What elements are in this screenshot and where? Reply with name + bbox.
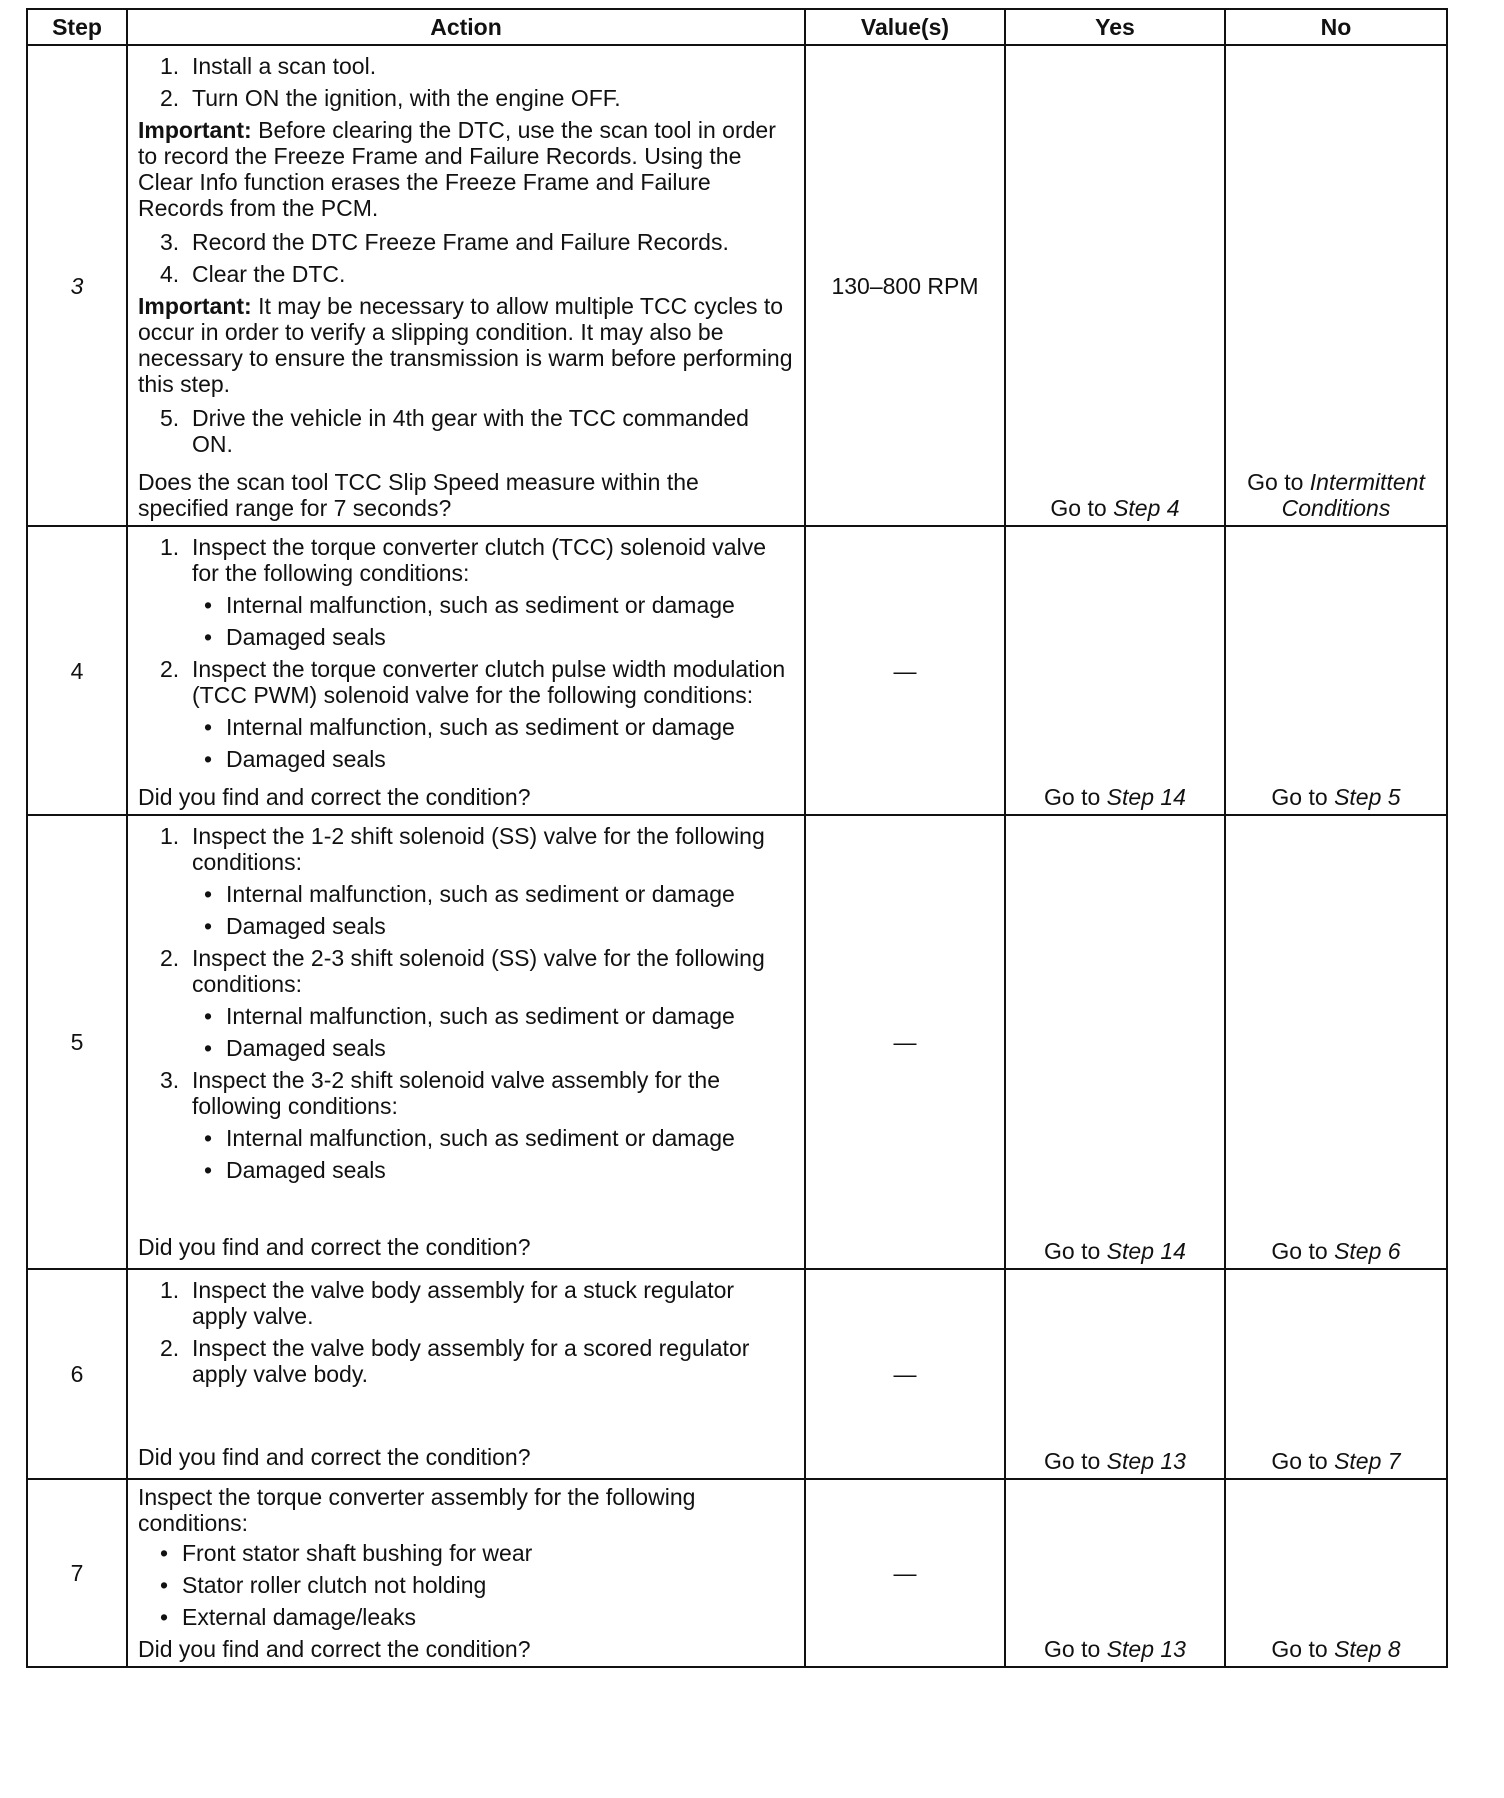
no-cell: Go to Step 6 (1225, 815, 1447, 1269)
table-row-step-4 (27, 526, 1447, 815)
important-note: Important: It may be necessary to allow multiple TCC cycles to occur in order to verify a slipping condition. It may also be necessary to ensure the transmission is warm before performing this step. (138, 293, 793, 397)
bullet-item: • Front stator shaft bushing for wear (160, 1540, 533, 1566)
header-values: Value(s) (805, 9, 1005, 45)
header-action: Action (127, 9, 805, 45)
action-item: 3. Record the DTC Freeze Frame and Failure Records. (160, 229, 729, 255)
step-number: 3 (70, 272, 84, 299)
question-text: Did you find and correct the condition? (138, 1234, 531, 1260)
action-cell (127, 526, 805, 815)
action-item: 2. Inspect the valve body assembly for a scored regulator apply valve body. (160, 1335, 750, 1387)
action-item: 2. Inspect the 2-3 shift solenoid (SS) valve for the following conditions: (160, 945, 765, 997)
action-item: 4. Clear the DTC. (160, 261, 346, 287)
action-item: 3. Inspect the 3-2 shift solenoid valve assembly for the following conditions: (160, 1067, 721, 1119)
header-no: No (1225, 9, 1447, 45)
bullet-item: • Internal malfunction, such as sediment or damage (204, 714, 735, 740)
no-link: Step 8 (1334, 1636, 1401, 1662)
table-row-step-5 (27, 815, 1447, 1269)
bullet-item: • Internal malfunction, such as sediment or damage (204, 1125, 735, 1151)
bullet-item: • Damaged seals (204, 913, 386, 939)
yes-link: Step 14 (1106, 1238, 1186, 1264)
action-cell (127, 45, 805, 526)
question-text: Did you find and correct the condition? (138, 784, 531, 810)
step-number: 5 (70, 1029, 84, 1055)
yes-cell: Go to Step 13 (1005, 1479, 1225, 1667)
step-cell (27, 815, 127, 1269)
value-cell: — (805, 526, 1005, 815)
header-yes: Yes (1005, 9, 1225, 45)
action-item: 1. Inspect the torque converter clutch (TCC) solenoid valve for the following conditions: (160, 534, 766, 586)
step-cell (27, 526, 127, 815)
question-text: Did you find and correct the condition? (138, 1444, 531, 1470)
value-cell: — (805, 1479, 1005, 1667)
no-link: Step 7 (1334, 1448, 1401, 1474)
value-cell: 130–800 RPM (805, 45, 1005, 526)
action-item: 2. Turn ON the ignition, with the engine OFF. (160, 85, 621, 111)
action-cell (127, 1269, 805, 1479)
table-row-step-7 (27, 1479, 1447, 1667)
action-item: 5. Drive the vehicle in 4th gear with the TCC commanded ON. (160, 405, 749, 457)
table-row-step-3 (27, 45, 1447, 526)
no-link: Step 5 (1334, 784, 1401, 810)
header-row (27, 9, 1447, 45)
no-cell: Go to Step 8 (1225, 1479, 1447, 1667)
yes-cell: Go to Step 4 (1005, 45, 1225, 526)
bullet-item: • Damaged seals (204, 624, 386, 650)
diagnostic-table (26, 8, 1448, 1668)
action-item: 1. Inspect the 1-2 shift solenoid (SS) valve for the following conditions: (160, 823, 765, 875)
action-item: 1. Inspect the valve body assembly for a stuck regulator apply valve. (160, 1277, 735, 1329)
action-intro: Inspect the torque converter assembly for the following conditions: (138, 1484, 696, 1536)
step-number: 7 (70, 1560, 84, 1586)
important-note: Important: Before clearing the DTC, use the scan tool in order to record the Freeze Frame and Failure Records. Using the Clear Info function erases the Freeze Frame and Failure Records from the PCM. (138, 117, 776, 221)
bullet-item: • Internal malfunction, such as sediment or damage (204, 881, 735, 907)
bullet-item: • Damaged seals (204, 746, 386, 772)
yes-cell: Go to Step 13 (1005, 1269, 1225, 1479)
no-cell: Go to Step 5 (1225, 526, 1447, 815)
no-cell: Go to Intermittent Conditions (1225, 45, 1447, 526)
action-cell (127, 815, 805, 1269)
no-link-line2: Conditions (1281, 495, 1391, 521)
bullet-item: • Internal malfunction, such as sediment or damage (204, 1003, 735, 1029)
header-step: Step (27, 9, 127, 45)
bullet-item: • External damage/leaks (160, 1604, 416, 1630)
no-link: Intermittent (1309, 469, 1425, 495)
question-text: Did you find and correct the condition? (138, 1636, 531, 1662)
yes-link: Step 4 (1113, 495, 1180, 521)
bullet-item: • Stator roller clutch not holding (160, 1572, 487, 1598)
bullet-item: • Internal malfunction, such as sediment or damage (204, 592, 735, 618)
bullet-item: • Damaged seals (204, 1035, 386, 1061)
yes-link: Step 13 (1106, 1636, 1186, 1662)
action-item: 2. Inspect the torque converter clutch pulse width modulation (TCC PWM) solenoid valve for the following conditions: (160, 656, 786, 708)
action-item: 1. Install a scan tool. (160, 53, 377, 79)
step-cell (27, 45, 127, 526)
step-cell (27, 1269, 127, 1479)
yes-link: Step 14 (1106, 784, 1186, 810)
yes-link: Step 13 (1106, 1448, 1186, 1474)
bullet-item: • Damaged seals (204, 1157, 386, 1183)
yes-cell: Go to Step 14 (1005, 526, 1225, 815)
yes-cell: Go to Step 14 (1005, 815, 1225, 1269)
step-number: 4 (70, 657, 84, 684)
question-text: Does the scan tool TCC Slip Speed measure within the specified range for 7 seconds? (138, 469, 699, 521)
step-cell (27, 1479, 127, 1667)
value-cell: — (805, 1269, 1005, 1479)
table-row-step-6 (27, 1269, 1447, 1479)
action-cell (127, 1479, 805, 1667)
step-number: 6 (70, 1361, 84, 1387)
no-link: Step 6 (1334, 1238, 1401, 1264)
no-cell: Go to Step 7 (1225, 1269, 1447, 1479)
value-cell: — (805, 815, 1005, 1269)
